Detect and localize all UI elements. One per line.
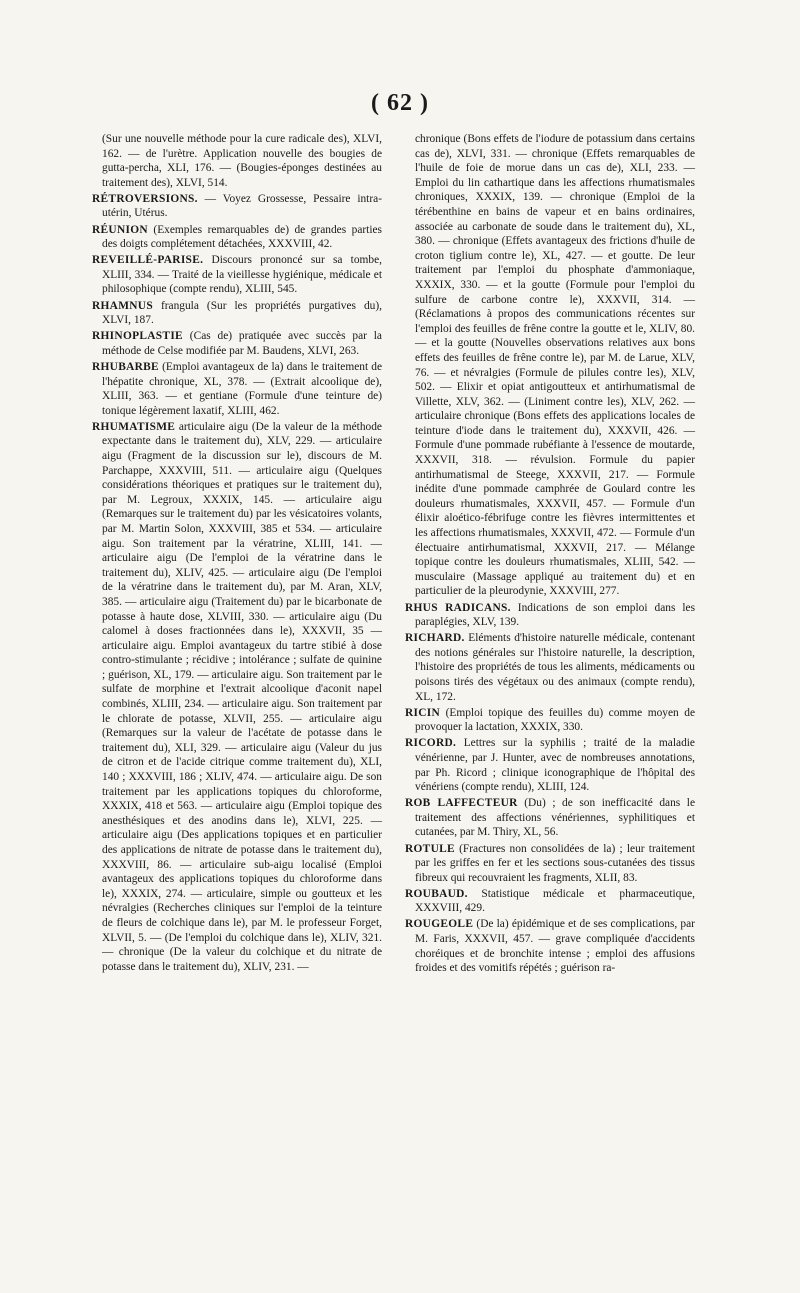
entry-text: (Exemples remarquables de) de grandes parties des doigts complétement détachées, XXXVIII, 42.	[102, 223, 382, 251]
index-entry	[405, 796, 695, 840]
index-entry	[92, 299, 382, 328]
entry-text: (Du) ; de son inefficacité dans le traitement des affections vénériennes, syphilitiques et cutanées, par M. Thiry, XL, 56.	[415, 797, 695, 839]
index-entry	[405, 917, 695, 975]
entry-headword: RHUBARBE	[92, 360, 159, 373]
right-column	[405, 132, 695, 977]
index-entry	[405, 736, 695, 794]
index-entry	[405, 706, 695, 735]
entry-headword: RHAMNUS	[92, 299, 153, 312]
index-entry	[405, 842, 695, 886]
index-entry	[92, 132, 382, 190]
entry-text: Statistique médicale et pharmaceutique, XXXVIII, 429.	[415, 887, 695, 915]
entry-headword: ROTULE	[405, 842, 455, 855]
index-entry	[92, 223, 382, 252]
entry-text: (Cas de) pratiquée avec succès par la méthode de Celse modifiée par M. Baudens, XLVI, 263.	[102, 330, 382, 357]
index-entry	[92, 420, 382, 975]
entry-headword: RHUMATISME	[92, 420, 176, 433]
index-entry	[405, 631, 695, 704]
entry-text: (Emploi topique des feuilles du) comme moyen de provoquer la lactation, XXXIX, 330.	[415, 706, 695, 734]
entry-headword: RICORD.	[405, 737, 457, 750]
entry-headword: ROUGEOLE	[405, 918, 474, 931]
index-entry	[92, 329, 382, 358]
entry-text: frangula (Sur les propriétés purgatives du), XLVI, 187.	[102, 299, 382, 327]
entry-text: (Fractures non consolidées de la) ; leur traitement par les griffes en fer et les sections sous-cutanées des tissus fibreux qui recouvraient les fragments, XLII, 83.	[415, 842, 695, 884]
page-number: ( 62 )	[371, 90, 429, 116]
index-entry	[92, 192, 382, 221]
entry-text: Lettres sur la syphilis ; traité de la maladie vénérienne, par J. Hunter, avec de nombreuses annotations, par Ph. Ricord ; clinique iconographique de l'hôpital des vénériens (compte rendu), XLIII, 124.	[415, 737, 695, 794]
entry-headword: RHINOPLASTIE	[92, 330, 183, 343]
entry-headword: RICHARD.	[405, 632, 465, 645]
entry-text: Discours prononcé sur sa tombe, XLIII, 334. — Traité de la vieillesse hygiénique, médicale et philosophique (compte rendu), XLIII, 545.	[102, 254, 382, 296]
index-entry	[405, 132, 695, 599]
left-column	[92, 132, 382, 976]
entry-text: articulaire aigu (De la valeur de la méthode expectante dans le traitement du), XLV, 229. — articulaire aigu (Fragment de la discussion sur le), discours de M. Parchappe, XXXVIII, 511. — articulaire aigu (Quelques considérations théoriques et pratiques sur le traitement du), par M. Legroux, XXXIX, 145. — articulaire aigu (Remarques sur le traitement du) par les vésicatoires volants, par M. Martin Solon, XXXVIII, 385 et 534. — articulaire aigu. Son traitement par la vératrine, XLIII, 141. — articulaire aigu (De l'emploi de la vératrine dans le traitement du), XLIV, 425. — articulaire aigu (De l'emploi de la vératrine dans le traitement du), par M. Aran, XLV, 385. — articulaire aigu (Traitement du) par le bicarbonate de potasse à haute dose, XLVIII, 330. — articulaire aigu (Du calomel à doses fractionnées dans le), XXXVII, 35 — articulaire aigu. Emploi avantageux du tartre stibié à dose contro-stimulante ; récidive ; intolérance ; sulfate de quinine ; guérison, XL, 179. — articulaire aigu. Son traitement par le sulfate de morphine et l'extrait alcoolique d'aconit napel combinés, XLIII, 234. — articulaire aigu. Son traitement par le chlorate de potasse, XLVII, 255. — articulaire aigu (Remarques sur la valeur de l'acétate de potasse dans le traitement du), XLI, 329. — articulaire aigu (Valeur du jus de citron et de l'acide citrique comme traitement du), XLI, 140 ; XXXVIII, 186 ; XLIV, 474. — articulaire aigu. De son traitement par les applications topiques du chloroforme, XXXIX, 418 et 563. — articulaire aigu (Emploi topique des anesthésiques et des anodins dans le), XLVI, 225. — articulaire aigu (Des applications topiques et en particulier des applications de nitrate de potasse dans le traitement du), XXXVIII, 86. — articulaire sub-aigu localisé (Emploi avantageux des applications topiques du chloroforme dans le), XXXIX, 274. — articulaire, simple ou goutteux et les névralgies (Recherches cliniques sur l'emploi de la teinture de fleurs de colchique dans le), par M. le professeur Forget, XLVII, 5. — (De l'emploi du colchique dans le), XLIV, 321. — chronique (De la valeur du colchique et du nitrate de potasse dans le traitement du), XLIV, 231. —	[102, 420, 382, 973]
index-entry	[92, 360, 382, 418]
index-entry	[92, 253, 382, 297]
entry-headword: RHUS RADICANS.	[405, 601, 511, 614]
index-entry	[405, 601, 695, 630]
entry-text: (Sur une nouvelle méthode pour la cure radicale des), XLVI, 162. — de l'urètre. Application nouvelle des bougies de gutta-percha, XLI, 176. — (Bougies-éponges destinées au traitement des), XLVI, 514.	[102, 133, 382, 189]
entry-headword: REVEILLÉ-PARISE.	[92, 254, 204, 267]
entry-headword: RÉUNION	[92, 223, 148, 236]
entry-headword: RICIN	[405, 706, 441, 719]
entry-text: (Emploi avantageux de la) dans le traitement de l'hépatite chronique, XL, 378. — (Extrait alcoolique de), XLIII, 363. — et gentiane (Formule d'une teinture de) tonique légèrement laxatif, XLIII, 462.	[102, 360, 382, 417]
entry-headword: RÉTROVERSIONS.	[92, 192, 198, 205]
entry-text: Eléments d'histoire naturelle médicale, contenant des notions générales sur l'histoire naturelle, la description, l'histoire des propriétés de tous les aliments, médicaments ou poisons tirés des végétaux ou des animaux (compte rendu), XL, 172.	[415, 632, 695, 703]
entry-headword: ROB LAFFECTEUR	[405, 797, 518, 810]
index-entry	[405, 887, 695, 916]
entry-text: chronique (Bons effets de l'iodure de potassium dans certains cas de), XLVI, 331. — chronique (Effets remarquables de l'huile de foie de morue dans un cas de), XLI, 233. — Emploi du lin cathartique dans les affections rhumatismales chroniques, XXXIX, 139. — chronique (Emploi de la térébenthine en bains de vapeur et en bains ordinaires, associée au carbonate de soude dans le traitement du), XL, 380. — chronique (Effets avantageux des frictions d'huile de croton tiglium contre le), XL, 427. — et goutte. De leur traitement par l'emploi du phosphate d'ammoniaque, XXXIX, 330. — et la goutte (Formule pour l'emploi du sulfure de carbone contre le), XXXVII, 314. — (Réclamations à propos des communications récentes sur l'emploi des feuilles de frêne contre la goutte et le, XLIV, 80. — et la goutte (Nouvelles observations relatives aux bons effets des feuilles de frêne contre le), par M. de Larue, XLV, 76. — et névralgies (Formule de pilules contre les), XLV, 502. — Elixir et opiat antigoutteux et antirhumatismal de Villette, XLV, 362. — (Liniment contre les), XLV, 262. — articulaire chronique (Bons effets des applications locales de teinture d'iode dans le traitement du), XXXVII, 426. — Formule d'une pommade rubéfiante à l'essence de moutarde, XXXVII, 318. — révulsion. Formule du papier antirhumatismal de Steege, XXXVII, 217. — Formule inédite d'une pommade camphrée de Goulard contre les douleurs rhumatismales, XXXVII, 457. — Formule d'un élixir aloético-fébrifuge contre les fièvres intermittentes et les affections rhumatismales, XXXVII, 472. — Formule d'un électuaire antirhumatismal, XXXVII, 217. — Mélange topique contre les douleurs rhumatismales, XLIII, 542. — musculaire (Massage appliqué au traitement du) et en particulier de la pleurodynie, XXXVIII, 277.	[415, 133, 695, 598]
entry-headword: ROUBAUD.	[405, 887, 468, 900]
entry-text: (De la) épidémique et de ses complications, par M. Faris, XXXVII, 457. — grave compliquée d'accidents choréiques et de bronchite intense ; emploi des affusions froides et des vomitifs répétés ; guérison ra-	[415, 918, 695, 975]
entry-text: Indications de son emploi dans les paraplégies, XLV, 139.	[415, 601, 695, 629]
entry-text: — Voyez Grossesse, Pessaire intra-utérin, Utérus.	[102, 192, 382, 220]
